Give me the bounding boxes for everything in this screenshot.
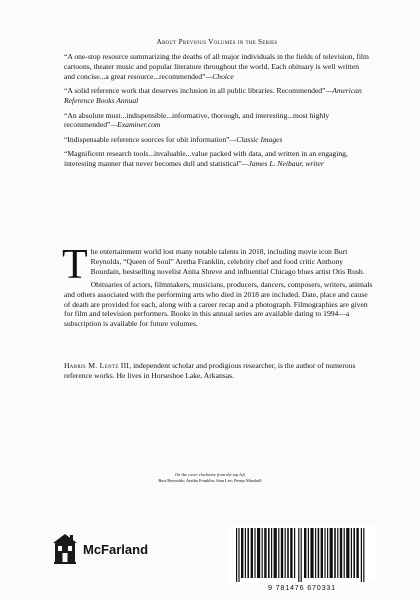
- author-bio-text: , independent scholar and prodigious researcher, is the author of numerous reference works. He lives in Horseshoe Lake, Arkansas.: [64, 361, 356, 380]
- reviews-heading: About Previous Volumes in the Series: [156, 38, 278, 46]
- book-description: [62, 242, 374, 332]
- description-paragraph: [64, 280, 374, 330]
- isbn-barcode-icon: [228, 526, 376, 582]
- review-source: —Examiner.com: [110, 120, 161, 130]
- author-name: Harris M. Lentz III: [64, 361, 130, 370]
- review-text: “An absolute must...indispensible...informative, thorough, and interesting...most highly recommended”: [64, 110, 330, 130]
- cover-credit: [0, 472, 420, 484]
- barcode-digits: 9 781476 670331: [268, 583, 336, 592]
- cover-credit-lead: On the cover clockwise from the top left: [175, 472, 245, 477]
- description-text: he entertainment world lost many notable talents in 2018, including movie icon Burt Reynolds, “Queen of Soul” Aretha Franklin, celebrity chef and food critic Anthony Bourdain, bestselling novelist Anita Shreve and influential Chicago blues artist Otis Rush.: [90, 247, 365, 276]
- review-quote: [64, 111, 370, 131]
- review-text: “A one-stop resource summarizing the deaths of all major individuals in the fields of television, film cartoons, theater music and popular literature throughout the world. Each obituary is well written and concise...a great resource...recommended”: [64, 52, 369, 81]
- review-quote: [64, 149, 370, 169]
- description-text: Obituaries of actors, filmmakers, musicians, producers, dancers, composers, writers, animals and others associated with the performing arts who died in 2018 are included. Date, place and cause of death are provided for each, along with a career recap and a photograph. Filmographies are given for film and television performers. Books in this annual series are available dating to 1994—a subscription is available for future volumes.: [64, 279, 373, 329]
- review-quote: [64, 86, 370, 106]
- author-bio: [64, 361, 370, 381]
- drop-cap: T: [62, 242, 88, 288]
- review-text: “Indispensable reference sources for obit information”: [64, 134, 230, 144]
- cover-credit-names: Burt Reynolds; Aretha Franklin; Stan Lee; Penny Marshall: [158, 478, 262, 483]
- mcfarland-house-logo-icon: [52, 533, 78, 565]
- review-text: “A solid reference work that deserves inclusion in all public libraries. Recommended”: [64, 86, 326, 96]
- review-source: —American Reference Books Annual: [64, 86, 362, 106]
- review-source: —James L. Neibaur, writer: [241, 159, 324, 169]
- publisher-block: [52, 533, 148, 565]
- review-text: “Magnificent research tools...invaluable...value packed with data, and written in an engaging, interesting manner that never becomes dull and statistical”: [64, 149, 348, 169]
- review-source: —Choice: [205, 71, 234, 81]
- review-quote: [64, 52, 370, 82]
- publisher-name: McFarland: [83, 541, 149, 557]
- description-paragraph: [62, 242, 374, 288]
- review-source: —Classic Images: [229, 134, 283, 144]
- reviews-section: [64, 38, 370, 174]
- review-quote: [64, 135, 370, 145]
